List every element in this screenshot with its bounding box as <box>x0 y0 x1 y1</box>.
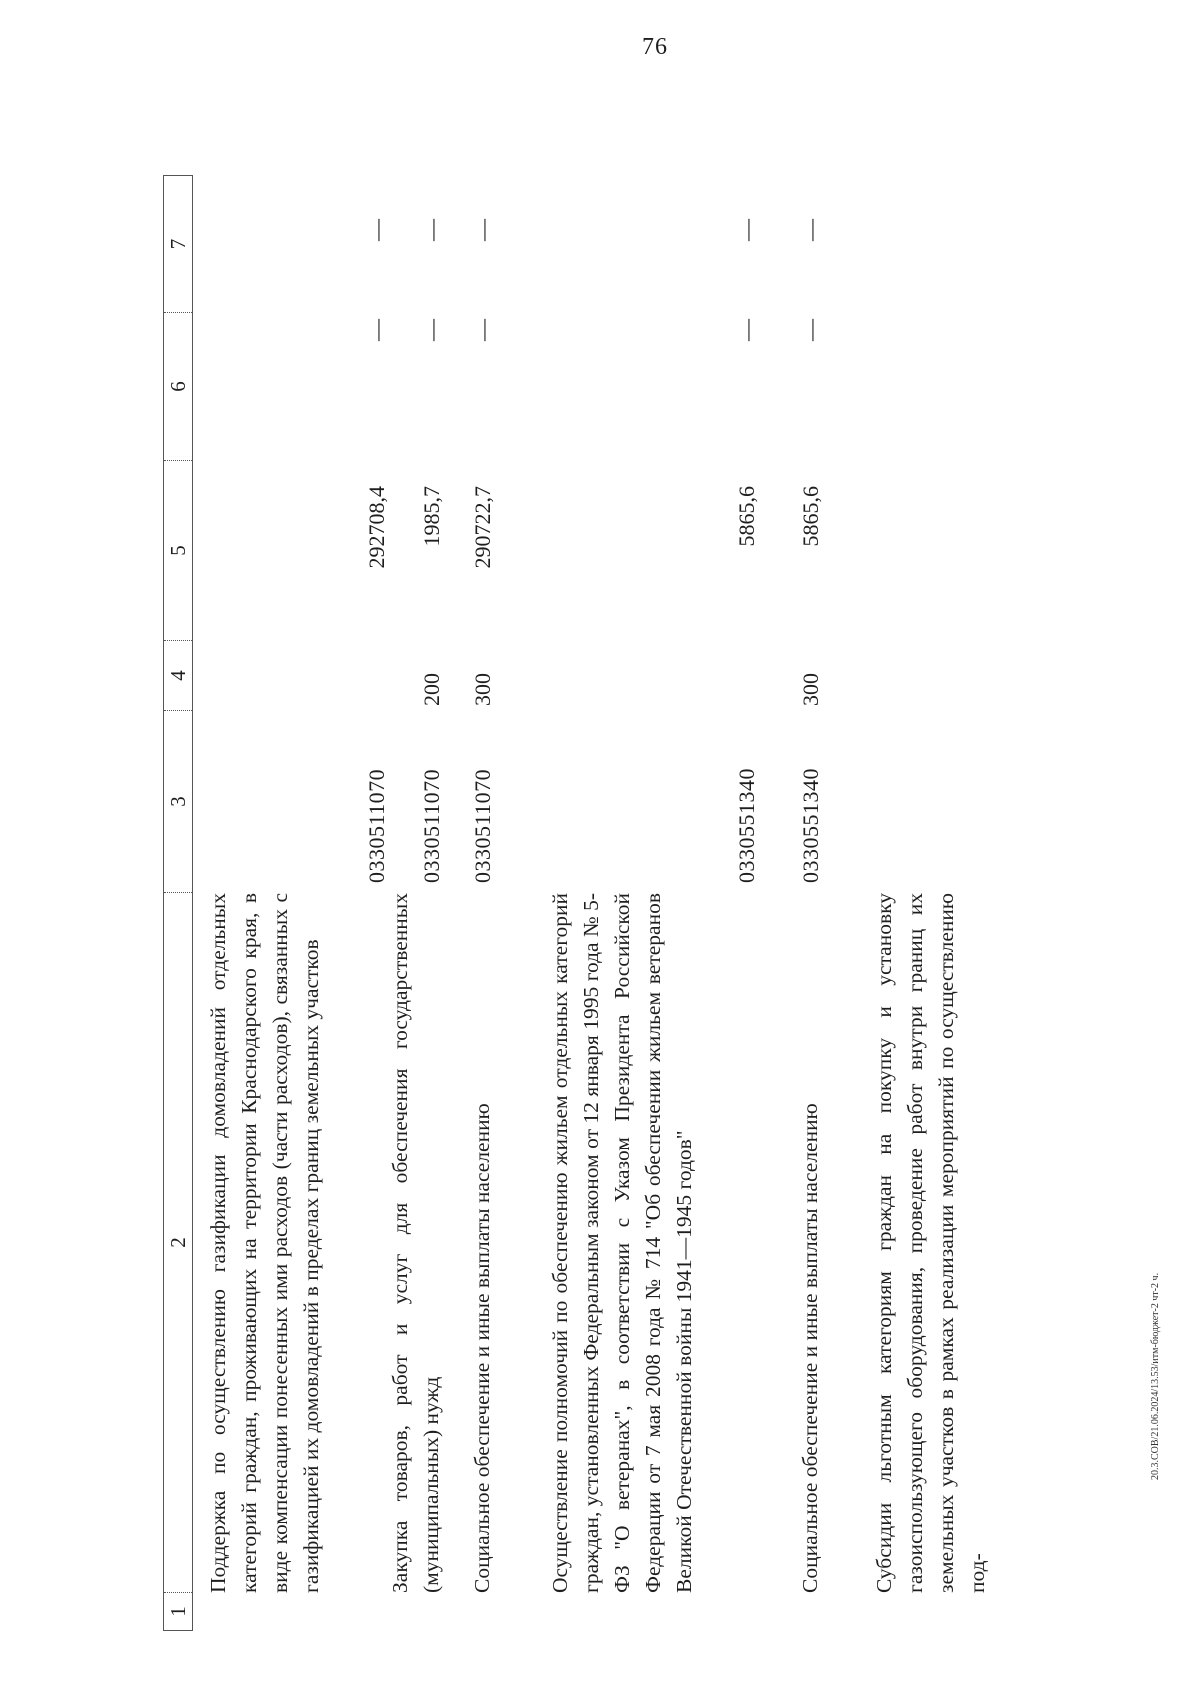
row-sum: 5865,6 <box>734 486 759 547</box>
row-code: 0330511070 <box>470 768 495 883</box>
row-sum: 5865,6 <box>798 486 823 547</box>
row-description: Социальное обеспечение и иные выплаты населению <box>470 1103 494 1593</box>
row-col7: — <box>734 219 759 241</box>
header-col-5: 5 <box>164 461 192 641</box>
page-number: 76 <box>642 34 668 60</box>
row-description: Поддержка по осуществлению газификации домовладений отдельных категорий граждан, проживающих на территории Краснодарского края, в виде компенсации понесенных ими расходов (части расходов), связанных с газификацией их домовладений в пределах границ земельных участков <box>206 893 323 1593</box>
header-col-7: 7 <box>164 175 192 313</box>
row-description: Субсидии льготным категориям граждан на покупку и установку газоиспользующего оборудования, проведение работ внутри границ их земельных участков в рамках реализации мероприятий по осуществлению под- <box>872 893 989 1593</box>
header-col-6: 6 <box>164 313 192 461</box>
row-col6: — <box>419 319 444 341</box>
row-code: 0330511070 <box>419 768 444 883</box>
row-code: 0330511070 <box>364 768 389 883</box>
row-col7: — <box>419 219 444 241</box>
row-col7: — <box>470 219 495 241</box>
row-description: Осуществление полномочий по обеспечению жильем отдельных категорий граждан, установленных Федеральным законом от 12 января 1995 года № 5-ФЗ "О ветеранах", в соответствии с Указом Президента Российской Федерации от 7 мая 2008 года № 714 "Об обеспечении жильем ветеранов Великой Отечественной войны 1941—1945 годов" <box>548 893 696 1593</box>
row-sum: 290722,7 <box>470 486 495 569</box>
row-col6: — <box>798 319 823 341</box>
row-code: 0330551340 <box>734 768 759 883</box>
header-col-2: 2 <box>164 893 192 1593</box>
footer-code: 20.3.СОВ/21.06.2024/13.53/итм-бюджет-2 чт-2 ч. <box>1150 1272 1161 1480</box>
row-col6: — <box>470 319 495 341</box>
header-col-3: 3 <box>164 711 192 893</box>
row-col6: — <box>734 319 759 341</box>
row-expense-type: 200 <box>419 673 444 706</box>
row-sum: 1985,7 <box>419 486 444 547</box>
header-col-4: 4 <box>164 641 192 711</box>
row-sum: 292708,4 <box>364 486 389 569</box>
row-col7: — <box>798 219 823 241</box>
row-code: 0330551340 <box>798 768 823 883</box>
table-header <box>163 175 193 1631</box>
row-description: Закупка товаров, работ и услуг для обеспечения государственных (муниципальных) нужд <box>388 893 443 1593</box>
budget-table <box>163 175 1200 1631</box>
row-description: Социальное обеспечение и иные выплаты населению <box>798 1103 822 1593</box>
row-col7: — <box>364 219 389 241</box>
row-expense-type: 300 <box>470 673 495 706</box>
row-col6: — <box>364 319 389 341</box>
header-col-1: 1 <box>164 1593 192 1631</box>
row-expense-type: 300 <box>798 673 823 706</box>
